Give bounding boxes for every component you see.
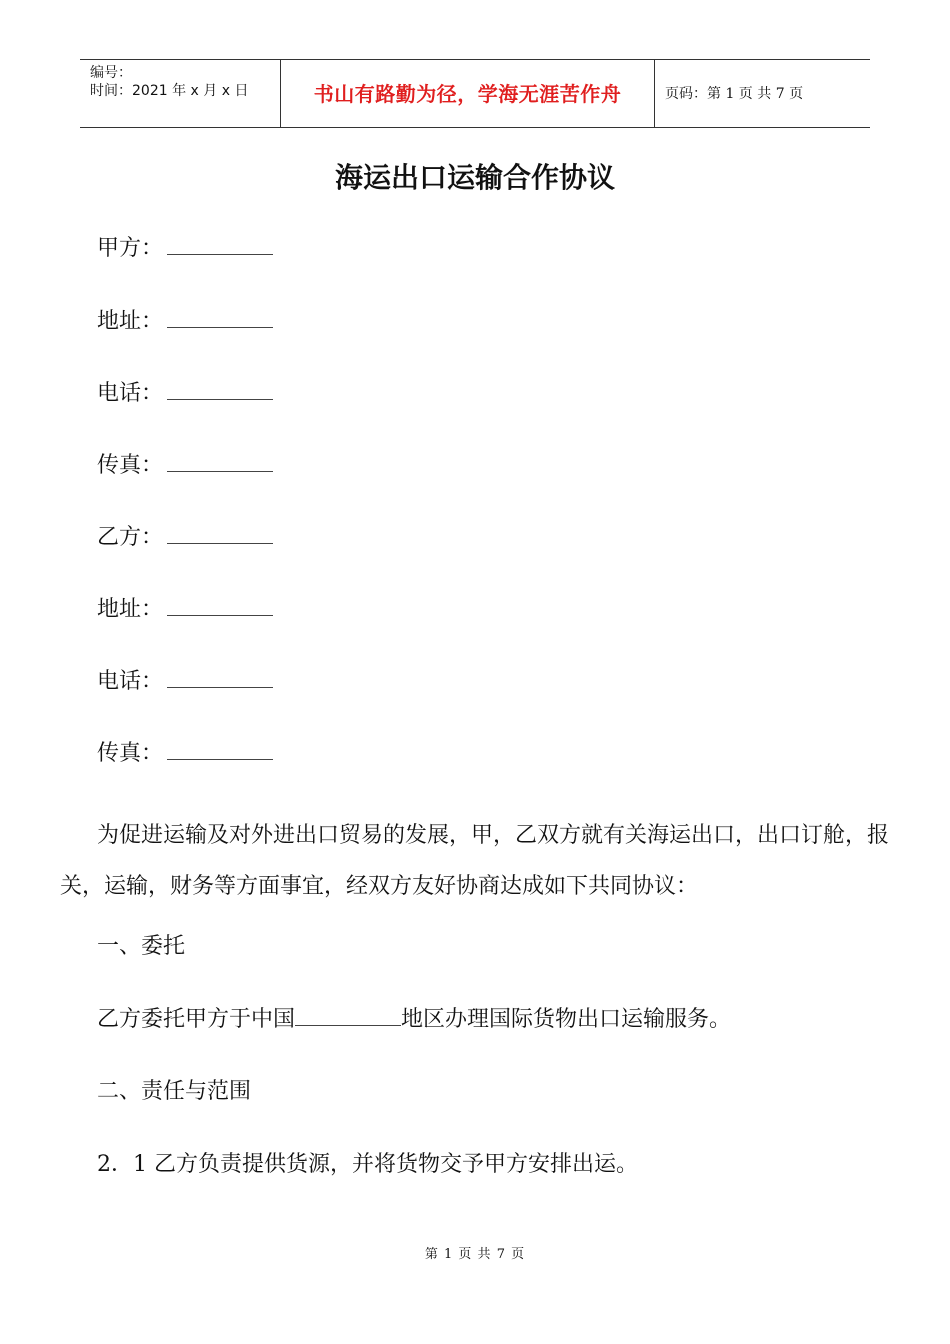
party-a-phone-field — [97, 379, 273, 409]
party-b-address-label: 地址： — [97, 597, 164, 622]
party-b-phone-label: 电话： — [97, 669, 164, 694]
header-page-cell — [655, 60, 870, 127]
party-a-address-blank[interactable] — [167, 309, 273, 328]
party-a-address-label: 地址： — [97, 309, 164, 334]
clause-2-1: 2．1 乙方负责提供货源，并将货物交予甲方安排出运。 — [97, 1152, 638, 1177]
party-b-field — [97, 523, 273, 553]
section-1-text-after: 地区办理国际货物出口运输服务。 — [401, 1007, 732, 1032]
document-title: 海运出口运输合作协议 — [334, 161, 615, 194]
party-a-address-field — [97, 307, 273, 337]
party-a-field — [97, 234, 273, 264]
time-label: 时间：2021 年 x 月 x 日 — [90, 83, 249, 99]
section-2-heading: 二、责任与范围 — [97, 1079, 252, 1104]
party-b-fax-label: 传真： — [97, 741, 164, 766]
section-1-text — [97, 1005, 731, 1035]
party-b-phone-field — [97, 667, 273, 697]
party-a-fax-label: 传真： — [97, 453, 164, 478]
party-b-label: 乙方： — [97, 525, 164, 550]
header-meta-cell — [80, 60, 281, 127]
section-1-heading: 一、委托 — [97, 934, 186, 959]
party-a-phone-blank[interactable] — [167, 381, 273, 400]
header-motto-cell — [281, 60, 655, 127]
party-b-address-field — [97, 595, 273, 625]
header-motto: 书山有路勤为径，学海无涯苦作舟 — [313, 82, 622, 106]
party-b-blank[interactable] — [167, 525, 273, 544]
party-b-fax-blank[interactable] — [167, 741, 273, 760]
header-page-code: 页码：第 1 页 共 7 页 — [665, 86, 804, 102]
page-footer: 第 1 页 共 7 页 — [424, 1247, 526, 1262]
section-1-text-before: 乙方委托甲方于中国 — [97, 1007, 296, 1032]
party-b-phone-blank[interactable] — [167, 669, 273, 688]
intro-paragraph: 为促进运输及对外进出口贸易的发展，甲，乙双方就有关海运出口，出口订舱，报关，运输，财务等方面事宜，经双方友好协商达成如下共同协议： — [60, 823, 890, 899]
party-a-fax-field — [97, 451, 273, 481]
region-blank[interactable] — [295, 1005, 401, 1026]
document-header — [80, 59, 870, 128]
party-a-phone-label: 电话： — [97, 381, 164, 406]
party-a-label: 甲方： — [97, 236, 164, 261]
party-a-blank[interactable] — [167, 236, 273, 255]
party-b-fax-field — [97, 739, 273, 769]
party-b-address-blank[interactable] — [167, 597, 273, 616]
party-a-fax-blank[interactable] — [167, 453, 273, 472]
number-label: 编号： — [90, 65, 132, 81]
